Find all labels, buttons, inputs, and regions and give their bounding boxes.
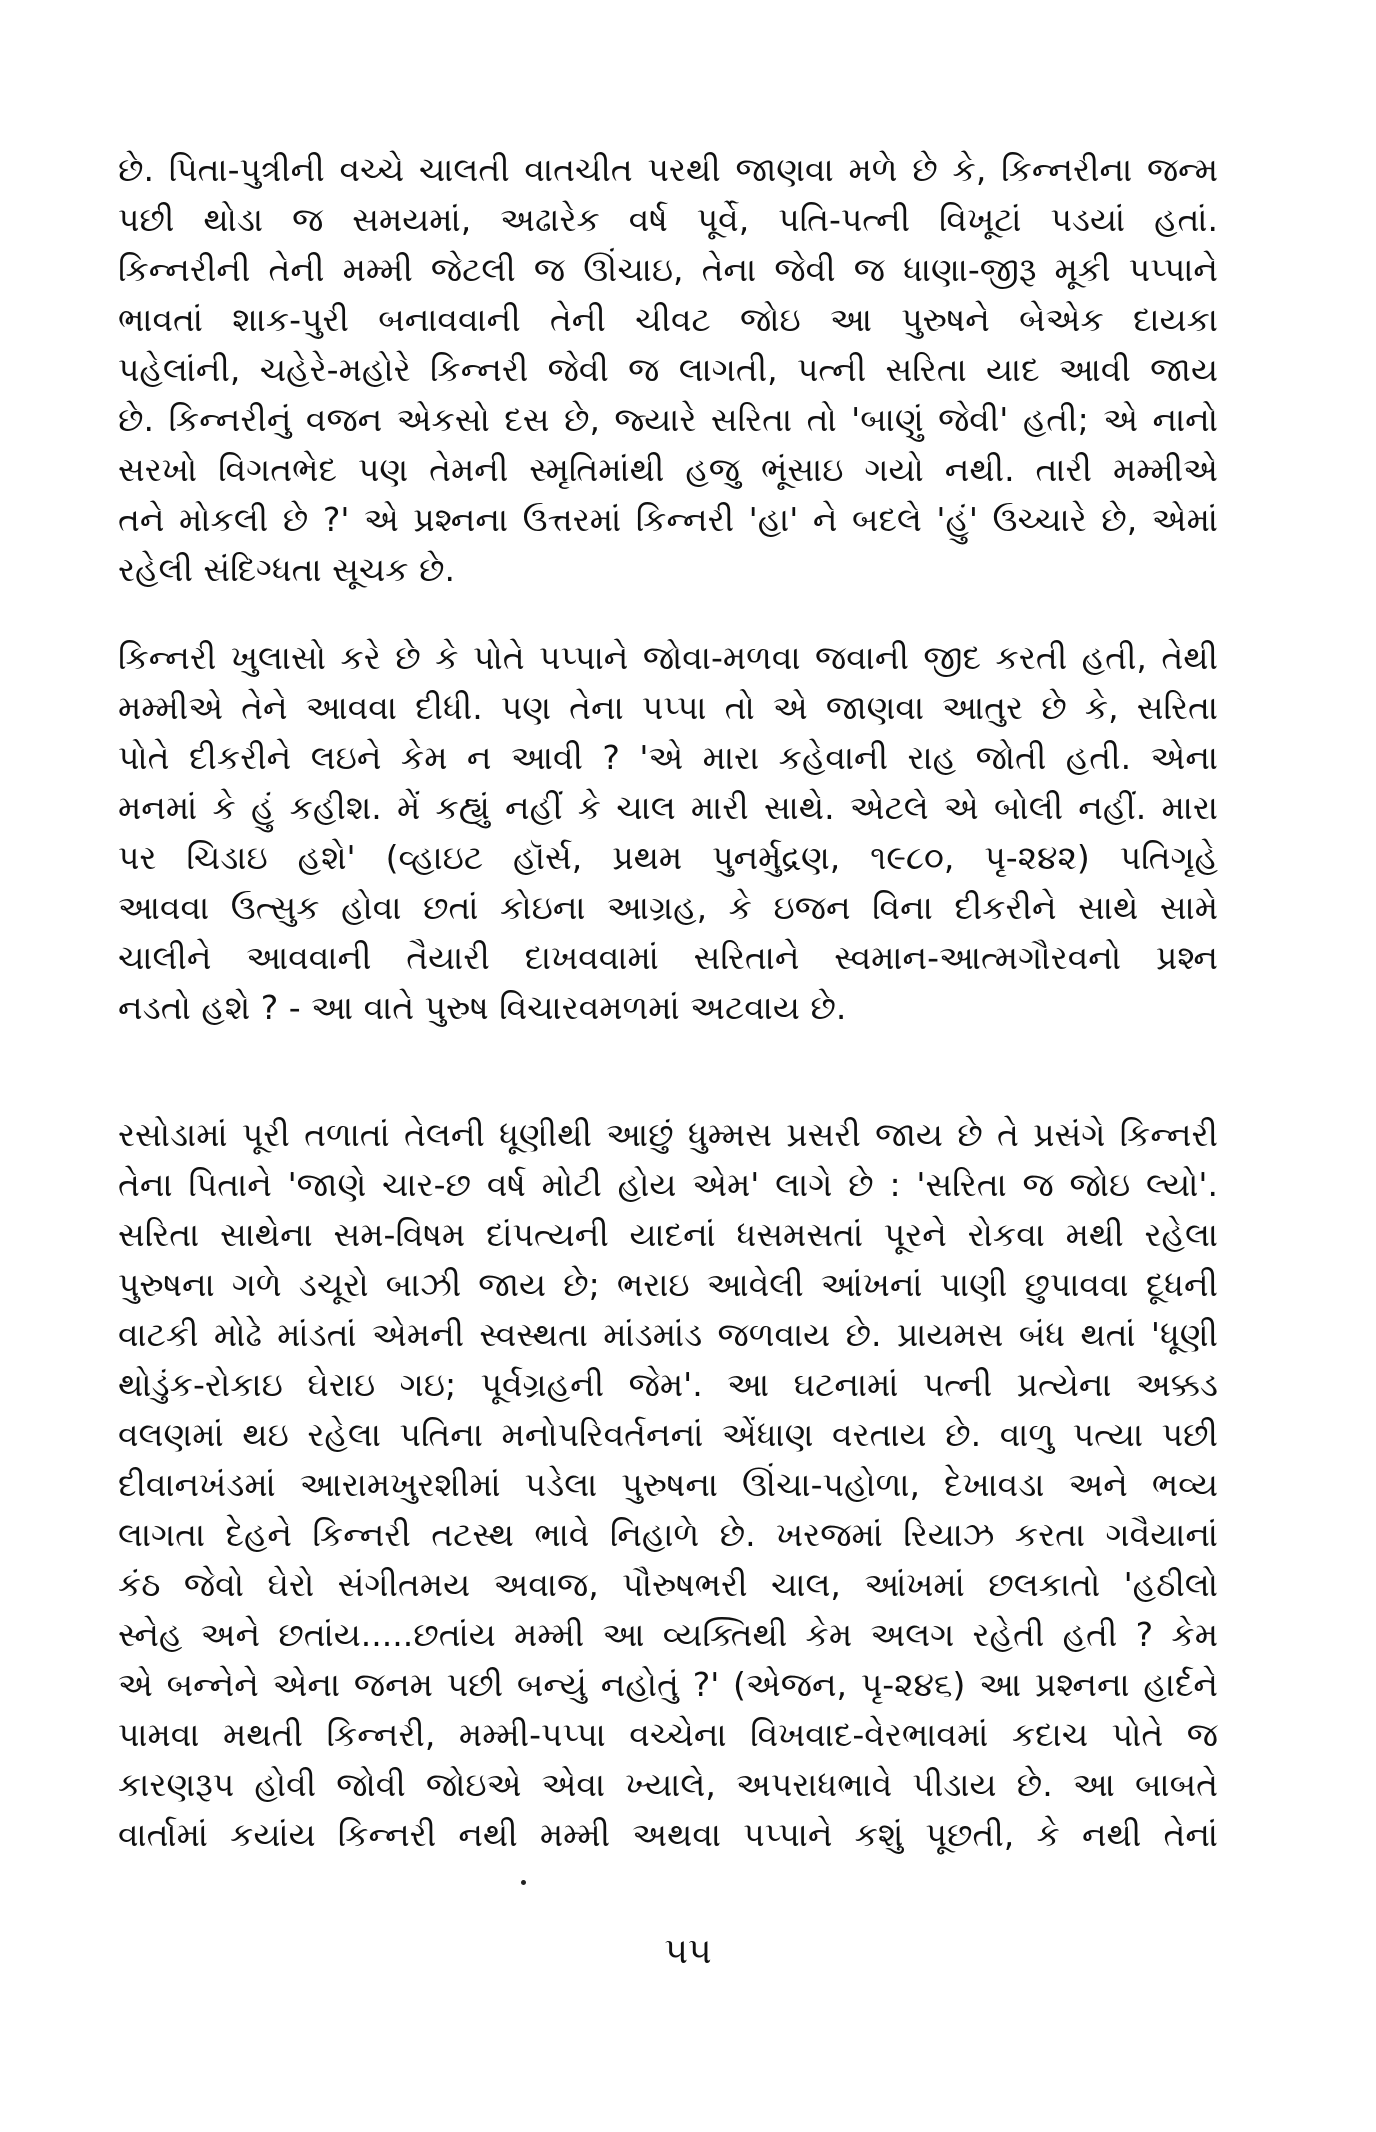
text-line: રસોડામાં પૂરી તળાતાં તેલની ધૂણીથી આછું ધુમ્મસ પ્રસરી જાય છે તે પ્રસંગે કિન્નરી xyxy=(118,1115,1218,1154)
paragraph-3 xyxy=(118,1110,1218,1860)
text-line: વાર્તામાં કયાંય કિન્નરી નથી મમ્મી અથવા પપ્પાને કશું પૂછતી, કે નથી તેનાં xyxy=(118,1815,1218,1854)
text-line: વાટકી મોઢે માંડતાં એમની સ્વસ્થતા માંડમાંડ જળવાય છે. પ્રાયમસ બંધ થતાં 'ધૂણી xyxy=(118,1315,1218,1354)
text-line: મમ્મીએ તેને આવવા દીધી. પણ તેના પપ્પા તો એ જાણવા આતુર છે કે, સરિતા xyxy=(118,688,1218,727)
text-line: પુરુષના ગળે ડચૂરો બાઝી જાય છે; ભરાઇ આવેલી આંખનાં પાણી છુપાવવા દૂધની xyxy=(118,1265,1218,1304)
text-line: થોડુંક-રોકાઇ ઘેરાઇ ગઇ; પૂર્વગ્રહની જેમ'. આ ઘટનામાં પત્ની પ્રત્યેના અક્કડ xyxy=(118,1365,1218,1404)
paragraph-1 xyxy=(118,145,1218,595)
text-line: ચાલીને આવવાની તૈયારી દાખવવામાં સરિતાને સ્વમાન-આત્મગૌરવનો પ્રશ્ન xyxy=(118,938,1218,977)
text-line: ભાવતાં શાક-પુરી બનાવવાની તેની ચીવટ જોઇ આ પુરુષને બેએક દાયકા xyxy=(118,300,1218,339)
text-line: છે. કિન્નરીનું વજન એકસો દસ છે, જ્યારે સરિતા તો 'બાણું જેવી' હતી; એ નાનો xyxy=(118,400,1218,439)
page-number: ૫૫ xyxy=(664,1931,712,1972)
text-line: કંઠ જેવો ઘેરો સંગીતમય અવાજ, પૌરુષભરી ચાલ, આંખમાં છલકાતો 'હઠીલો xyxy=(118,1565,1218,1604)
text-line: કારણરૂપ હોવી જોવી જોઇએ એવા ખ્યાલે, અપરાધભાવે પીડાય છે. આ બાબતે xyxy=(118,1765,1218,1804)
paragraph-2 xyxy=(118,633,1218,1033)
text-line: પર ચિડાઇ હશે' (વ્હાઇટ હૉર્સ, પ્રથમ પુનર્મુદ્રણ, ૧૯૮૦, પૃ-૨૪૨) પતિગૃહે xyxy=(118,838,1218,877)
text-line: પહેલાંની, ચહેરે-મહોરે કિન્નરી જેવી જ લાગતી, પત્ની સરિતા યાદ આવી જાય xyxy=(118,350,1218,389)
text-line: દીવાનખંડમાં આરામખુરશીમાં પડેલા પુરુષના ઊંચા-પહોળા, દેખાવડા અને ભવ્ય xyxy=(118,1465,1218,1504)
text-line: રહેલી સંદિગ્ધતા સૂચક છે. xyxy=(118,550,456,589)
text-line: લાગતા દેહને કિન્નરી તટસ્થ ભાવે નિહાળે છે. ખરજમાં રિયાઝ કરતા ગવૈયાનાં xyxy=(118,1515,1218,1554)
text-line: વલણમાં થઇ રહેલા પતિના મનોપરિવર્તનનાં એંધાણ વરતાય છે. વાળુ પત્યા પછી xyxy=(118,1415,1218,1454)
text-line: નડતો હશે ? - આ વાતે પુરુષ વિચારવમળમાં અટવાય છે. xyxy=(118,988,847,1027)
text-line: તેના પિતાને 'જાણે ચાર-છ વર્ષ મોટી હોય એમ' લાગે છે : 'સરિતા જ જોઇ લ્યો'. xyxy=(118,1165,1218,1204)
text-line: મનમાં કે હું કહીશ. મેં કહ્યું નહીં કે ચાલ મારી સાથે. એટલે એ બોલી નહીં. મારા xyxy=(118,788,1218,827)
scan-speck xyxy=(521,1880,526,1885)
text-line: કિન્નરીની તેની મમ્મી જેટલી જ ઊંચાઇ, તેના જેવી જ ધાણા-જીરૂ મૂકી પપ્પાને xyxy=(118,250,1218,289)
text-line: પામવા મથતી કિન્નરી, મમ્મી-પપ્પા વચ્ચેના વિખવાદ-વેરભાવમાં કદાચ પોતે જ xyxy=(118,1715,1218,1754)
text-line: સરખો વિગતભેદ પણ તેમની સ્મૃતિમાંથી હજુ ભૂંસાઇ ગયો નથી. તારી મમ્મીએ xyxy=(118,450,1218,489)
text-line: તને મોકલી છે ?' એ પ્રશ્નના ઉત્તરમાં કિન્નરી 'હા' ને બદલે 'હું' ઉચ્ચારે છે, એમાં xyxy=(118,500,1218,539)
text-line: એ બન્નેને એના જનમ પછી બન્યું નહોતું ?' (એજન, પૃ-૨૪૬) આ પ્રશ્નના હાર્દને xyxy=(118,1665,1218,1704)
text-line: કિન્નરી ખુલાસો કરે છે કે પોતે પપ્પાને જોવા-મળવા જવાની જીદ કરતી હતી, તેથી xyxy=(118,638,1218,677)
text-line: સ્નેહ અને છતાંય.....છતાંય મમ્મી આ વ્યક્તિથી કેમ અલગ રહેતી હતી ? કેમ xyxy=(118,1615,1218,1654)
text-line: પછી થોડા જ સમયમાં, અઢારેક વર્ષ પૂર્વે, પતિ-પત્ની વિખૂટાં પડયાં હતાં. xyxy=(118,200,1218,239)
text-line: સરિતા સાથેના સમ-વિષમ દાંપત્યની યાદનાં ધસમસતાં પૂરને રોકવા મથી રહેલા xyxy=(118,1215,1218,1254)
text-line: આવવા ઉત્સુક હોવા છતાં કોઇના આગ્રહ, કે ઇજન વિના દીકરીને સાથે સામે xyxy=(118,888,1218,927)
text-line: છે. પિતા-પુત્રીની વચ્ચે ચાલતી વાતચીત પરથી જાણવા મળે છે કે, કિન્નરીના જન્મ xyxy=(118,150,1218,189)
text-line: પોતે દીકરીને લઇને કેમ ન આવી ? 'એ મારા કહેવાની રાહ જોતી હતી. એના xyxy=(118,738,1218,777)
